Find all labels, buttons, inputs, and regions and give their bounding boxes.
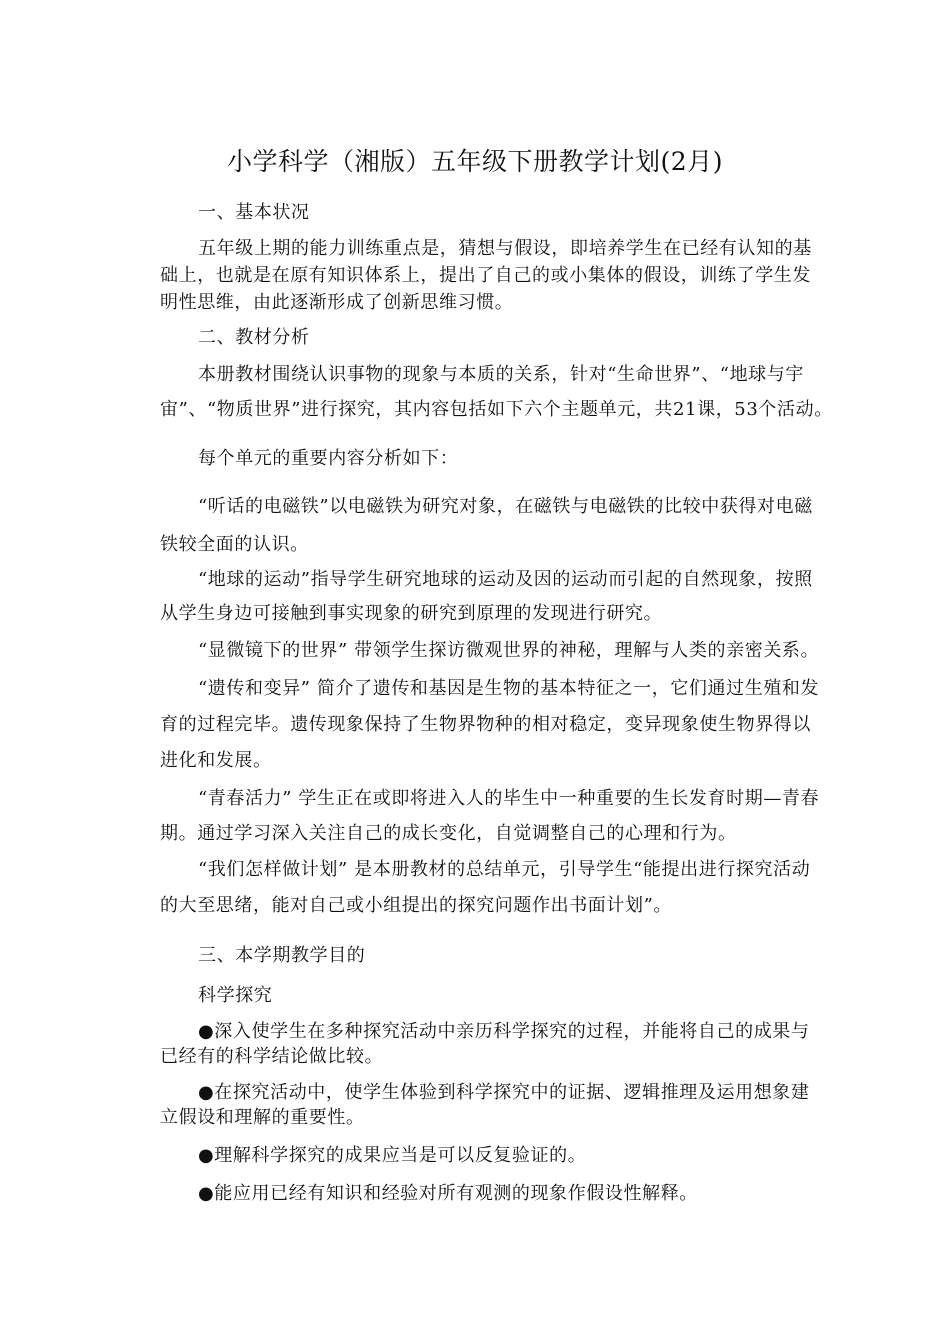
paragraph-line: 五年级上期的能力训练重点是，猜想与假设，即培养学生在已经有认知的基 bbox=[198, 238, 812, 259]
paragraph-line: “地球的运动”指导学生研究地球的运动及因的运动而引起的自然现象，按照 bbox=[198, 569, 813, 590]
paragraph-line: 进化和发展。 bbox=[160, 750, 272, 771]
bullet-item-continued: 已经有的科学结论做比较。 bbox=[160, 1046, 384, 1067]
document-title: 小学科学（湘版）五年级下册教学计划(2月) bbox=[227, 147, 723, 176]
subsection-heading: 科学探究 bbox=[198, 985, 273, 1006]
paragraph-line: 期。通过学习深入关注自己的成长变化，自觉调整自己的心理和行为。 bbox=[160, 823, 737, 844]
bullet-item: ●能应用已经有知识和经验对所有观测的现象作假设性解释。 bbox=[198, 1183, 698, 1204]
bullet-item: ●在探究活动中，使学生体验到科学探究中的证据、逻辑推理及运用想象建 bbox=[198, 1082, 810, 1103]
paragraph-line: 育的过程完毕。遗传现象保持了生物界物种的相对稳定，变异现象使生物界得以 bbox=[160, 714, 811, 735]
paragraph-line: 础上，也就是在原有知识体系上，提出了自己的或小集体的假设，训练了学生发 bbox=[160, 265, 811, 286]
bullet-item-continued: 立假设和理解的重要性。 bbox=[160, 1107, 365, 1128]
bullet-item: ●深入使学生在多种探究活动中亲历科学探究的过程，并能将自己的成果与 bbox=[198, 1021, 810, 1042]
paragraph-line: 铁较全面的认识。 bbox=[160, 534, 309, 555]
paragraph-line: 从学生身边可接触到事实现象的研究到原理的发现进行研究。 bbox=[160, 603, 663, 624]
paragraph-line: “听话的电磁铁”以电磁铁为研究对象，在磁铁与电磁铁的比较中获得对电磁 bbox=[198, 496, 813, 517]
paragraph-line: 的大至思绪，能对自己或小组提出的探究问题作出书面计划”。 bbox=[160, 895, 672, 916]
bullet-item: ●理解科学探究的成果应当是可以反复验证的。 bbox=[198, 1145, 587, 1166]
paragraph-line: 明性思维，由此逐渐形成了创新思维习惯。 bbox=[160, 292, 514, 313]
paragraph-line: “显微镜下的世界” 带领学生探访微观世界的神秘，理解与人类的亲密关系。 bbox=[198, 640, 820, 661]
section-heading-basic: 一、基本状况 bbox=[198, 202, 310, 223]
section-heading-materials: 二、教材分析 bbox=[198, 327, 310, 348]
paragraph-line: 每个单元的重要内容分析如下： bbox=[198, 448, 459, 469]
paragraph-line: “青春活力” 学生正在或即将进入人的毕生中一种重要的生长发育时期—青春 bbox=[198, 788, 820, 809]
paragraph-line: 本册教材围绕认识事物的现象与本质的关系，针对“生命世界”、“地球与宇 bbox=[198, 364, 805, 385]
paragraph-line: 宙”、“物质世界”进行探究，其内容包括如下六个主题单元，共21课，53个活动。 bbox=[160, 399, 833, 420]
paragraph-line: “遗传和变异” 简介了遗传和基因是生物的基本特征之一，它们通过生殖和发 bbox=[198, 678, 820, 699]
section-heading-goals: 三、本学期教学目的 bbox=[198, 945, 366, 966]
paragraph-line: “我们怎样做计划” 是本册教材的总结单元，引导学生“能提出进行探究活动 bbox=[198, 859, 811, 880]
